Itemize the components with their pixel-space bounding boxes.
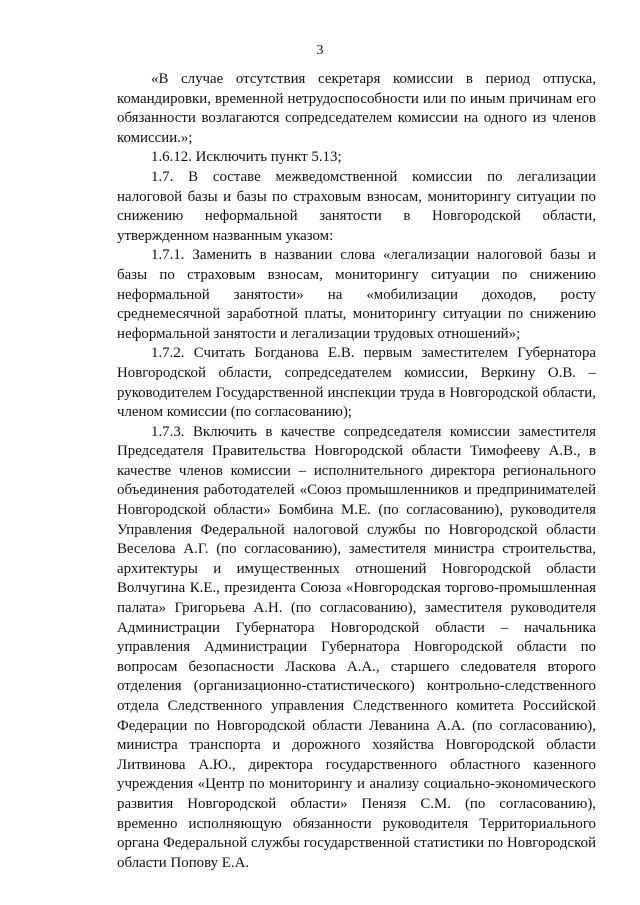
paragraph-1-7: 1.7. В составе межведомственной комиссии по легализации налоговой базы и базы по страховым взносам, мониторингу ситуации по снижению неформальной занятости в Новгородской области, утвержденном названным указом:: [117, 168, 596, 244]
paragraph-1-6-12: 1.6.12. Исключить пункт 5.13;: [151, 149, 342, 166]
document-body: [117, 70, 596, 873]
paragraph-secretary-absence: «В случае отсутствия секретаря комиссии в период отпуска, командировки, временной нетрудоспособности или по иным причинам его обязанности возлагаются сопредседателем комиссии на одного из членов комиссии.»;: [117, 71, 596, 146]
paragraph-1-7-1: 1.7.1. Заменить в названии слова «легализации налоговой базы и базы по страховым взносам, мониторингу ситуации по снижению неформальной занятости» на «мобилизации доходов, росту среднемесячной заработной платы, мониторингу ситуации по снижению неформальной занятости и легализации трудовых отношений»;: [117, 247, 596, 342]
paragraph-1-7-2: 1.7.2. Считать Богданова Е.В. первым заместителем Губернатора Новгородской области, сопредседателем комиссии, Веркину О.В. – руководителем Государственной инспекции труда в Новгородской области, членом комиссии (по согласованию);: [117, 345, 596, 421]
page-number: 3: [316, 43, 324, 58]
paragraph-1-7-3: 1.7.3. Включить в качестве сопредседателя комиссии заместителя Председателя Правительства Новгородской области Тимофееву А.В., в качестве членов комиссии – исполнительного директора регионального объединения работодателей «Союз промышленников и предпринимателей Новгородской области» Бомбина М.Е. (по согласованию), руководителя Управления Федеральной налоговой службы по Новгородской области Веселова А.Г. (по согласованию), заместителя министра строительства, архитектуры и имущественных отношений Новгородской области Волчугина К.Е., президента Союза «Новгородская торгово-промышленная палата» Григорьева А.Н. (по согласованию), заместителя руководителя Администрации Губернатора Новгородской области – начальника управления Администрации Губернатора Новгородской области по вопросам безопасности Ласкова А.А., старшего следователя второго отделения (организационно-статистического) контрольно-следственного отдела Следственного управления Следственного комитета Российской Федерации по Новгородской области Леванина А.А. (по согласованию), министра транспорта и дорожного хозяйства Новгородской области Литвинова А.Ю., директора государственного областного казенного учреждения «Центр по мониторингу и анализу социально-экономического развития Новгородской области» Пенязя С.М. (по согласованию), временно исполняющую обязанности руководителя Территориального органа Федеральной службы государственной статистики по Новгородской области Попову Е.А.: [117, 423, 596, 871]
